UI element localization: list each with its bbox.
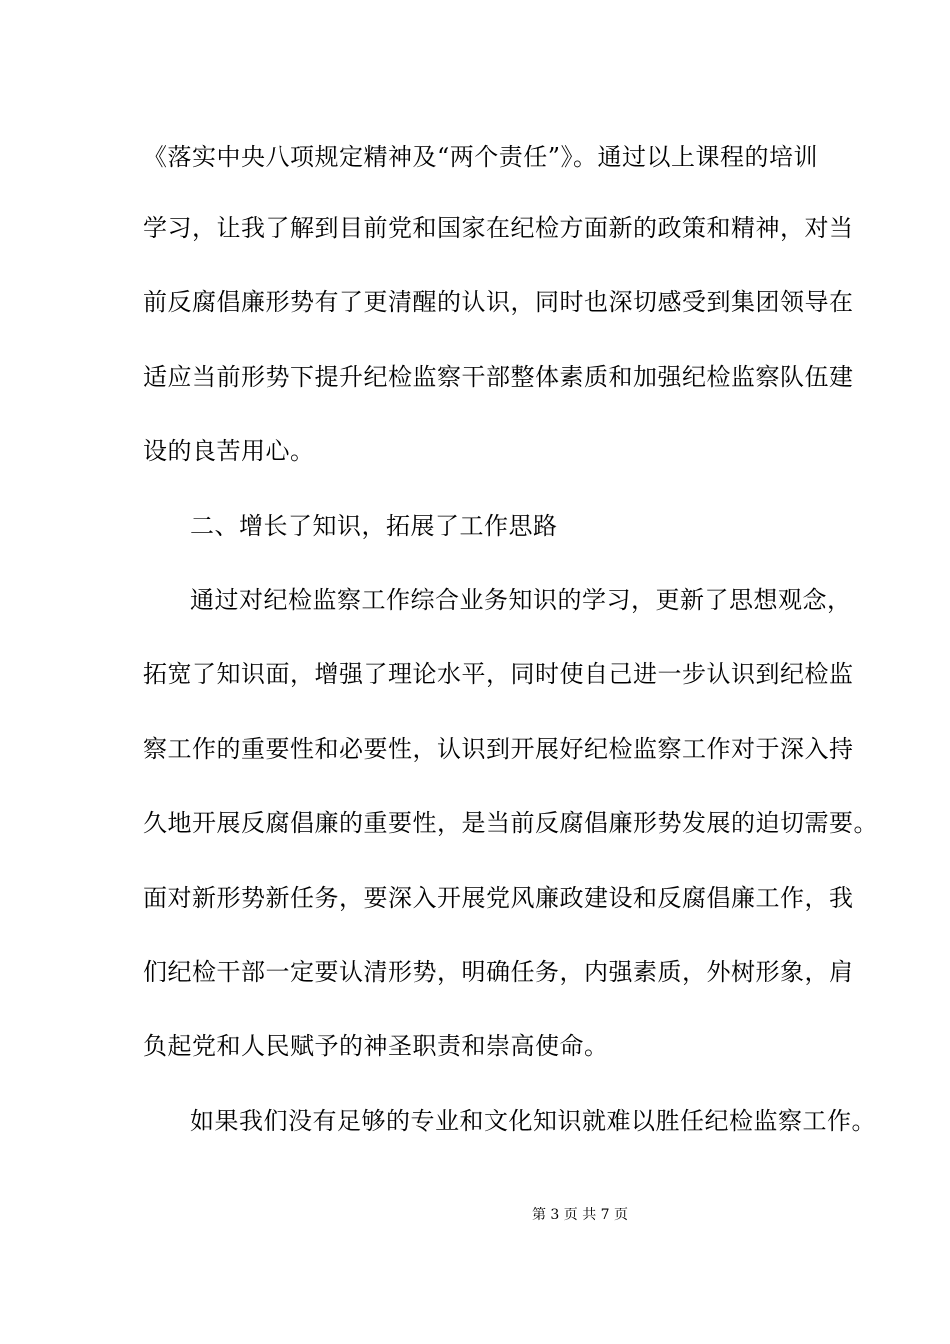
body-text-line: 察工作的重要性和必要性，认识到开展好纪检监察工作对于深入持 (143, 735, 854, 763)
body-text-line: 适应当前形势下提升纪检监察干部整体素质和加强纪检监察队伍建 (143, 363, 854, 391)
body-text-line: 设的良苦用心。 (143, 437, 315, 465)
body-text-line: 学习，让我了解到目前党和国家在纪检方面新的政策和精神，对当 (143, 214, 854, 242)
body-text-line: 《落实中央八项规定精神及“两个责任”》。通过以上课程的培训 (143, 143, 819, 171)
page-number-footer: 第 3 页 共 7 页 (531, 1207, 629, 1223)
body-text-line: 拓宽了知识面，增强了理论水平，同时使自己进一步认识到纪检监 (143, 660, 854, 688)
body-text-line: 久地开展反腐倡廉的重要性，是当前反腐倡廉形势发展的迫切需要。 (143, 809, 878, 837)
section-heading: 二、增长了知识，拓展了工作思路 (190, 512, 558, 540)
body-text-line: 们纪检干部一定要认清形势，明确任务，内强素质，外树形象，肩 (143, 958, 854, 986)
body-text-line: 负起党和人民赋予的神圣职责和崇高使命。 (143, 1032, 609, 1060)
body-text-line: 前反腐倡廉形势有了更清醒的认识，同时也深切感受到集团领导在 (143, 288, 854, 316)
body-text-line: 通过对纪检监察工作综合业务知识的学习，更新了思想观念， (190, 586, 852, 614)
body-text-line: 面对新形势新任务，要深入开展党风廉政建设和反腐倡廉工作，我 (143, 884, 854, 912)
body-text-line: 如果我们没有足够的专业和文化知识就难以胜任纪检监察工作。 (190, 1107, 876, 1135)
